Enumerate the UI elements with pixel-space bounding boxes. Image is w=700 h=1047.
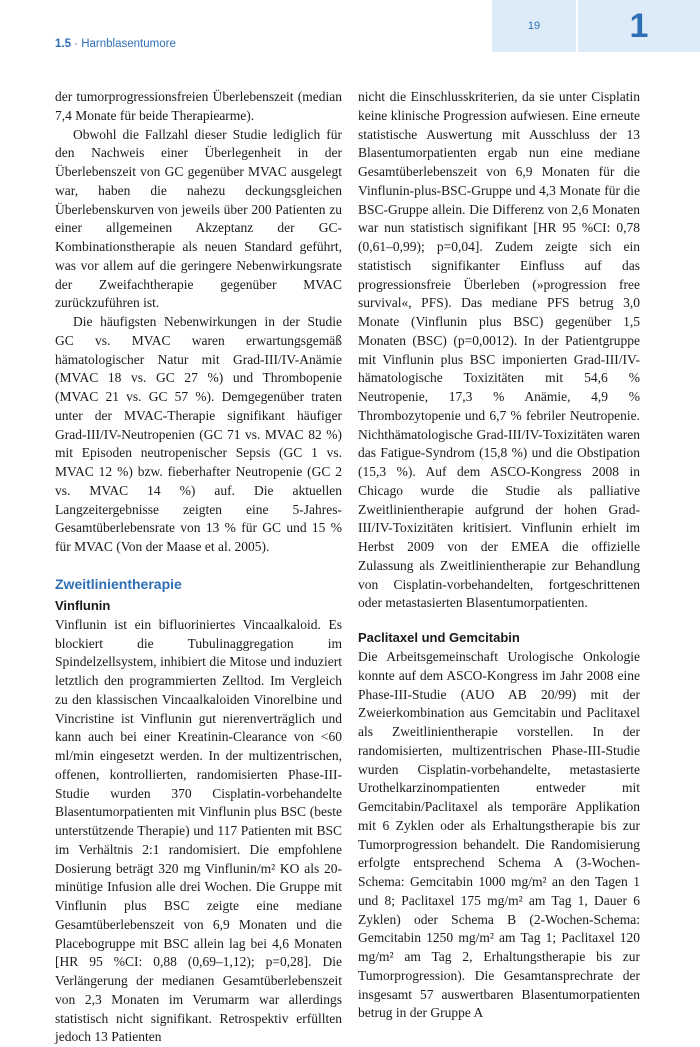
paragraph: nicht die Einschlusskriterien, da sie unter Cisplatin keine klinische Progression aufwiesen. Eine erneute statistische Auswertung mit Ausschluss der 13 Blasentumorpatienten ergab nun eine mediane Gesamtüberlebenszeit von 6,9 Monaten für die Vinflunin-plus-BSC-Gruppe und 4,3 Monate für die BSC-Gruppe allein. Die Differenz von 2,6 Monaten war nun statistisch signifikant [HR 95 %CI: 0,78 (0,61–0,99); p=0,04]. Zudem zeigte sich ein statistisch signifikanter Einfluss auf das progressionsfreie Überleben (»progression free survival«, PFS). Das mediane PFS betrug 3,0 Monate (Vinflunin plus BSC) gegenüber 1,5 Monaten (BSC) (p=0,0012). In der Patientgruppe mit Vinflunin plus BSC imponierten Grad-III/IV-hämatologische Toxizitäten mit 54,6 % Neutropenie, 17,3 % Anämie, 4,9 % Thrombozytopenie und 6,7 % febriler Neutropenie. Nichthämatologische Grad-III/IV-Toxizitäten waren das Fatigue-Syndrom (15,8 %) und die Obstipation (15,3 %). Auf dem ASCO-Kongress 2008 in Chicago wurde die Studie als palliative Zweitlinientherapie aufgrund der hohen Grad-III/IV-Toxizitäten kritisiert. Vinflunin erhielt im Herbst 2009 von der EMEA die offizielle Zulassung als Zweitlinientherapie zur Behandlung von Cisplatin-vorbehandelten, fortgeschrittenen oder metastasierten Blasentumorpatienten.: [358, 89, 640, 611]
chapter-number: 1: [578, 0, 700, 52]
running-header: [55, 38, 176, 50]
left-column: [55, 88, 342, 1047]
right-column: [358, 88, 640, 1023]
paragraph: Die häufigsten Nebenwirkungen in der Studie GC vs. MVAC waren erwartungsgemäß hämatologischer Natur mit Grad-III/IV-Anämie (MVAC 18 vs. GC 27 %) und Thrombopenie (MVAC 21 vs. GC 57 %). Demgegenüber traten unter der MVAC-Therapie signifikant häufiger Grad-III/IV-Neutropenien (GC 71 vs. MVAC 82 %) mit Episoden neutropenischer Sepsis (GC 1 vs. MVAC 12 %) bzw. fieberhafter Neutropenie (GC 2 vs. MVAC 14 %) auf. Die aktuellen Langzeitergebnisse zeigten eine 5-Jahres-Gesamtüberlebensrate von 13 % für GC und 15 % für MVAC (Von der Maase et al. 2005).: [55, 314, 342, 554]
paragraph: Vinflunin ist ein bifluoriniertes Vincaalkaloid. Es blockiert die Tubulinaggregation im Spindelzellsystem, inhibiert die Mitose und induziert letztlich den programmierten Zelltod. Im Vergleich zu den klassischen Vincaalkaloiden Vinorelbine und Vincristine ist Vinflunin gut nierenverträglich und kann auch bei einer Kreatinin-Clearance von <60 ml/min eingesetzt werden. In der multizentrischen, offenen, kontrollierten, randomisierten Phase-III-Studie wurden 370 Cisplatin-vorbehandelte Blasentumorpatienten mit Vinflunin plus BSC (beste unterstützende Therapie) und 117 Patienten mit BSC im Verhältnis 2:1 randomisiert. Die empfohlene Dosierung beträgt 320 mg Vinflunin/m² KO als 20-minütige Infusion alle drei Wochen. Die Gruppe mit Vinflunin plus BSC zeigte eine mediane Gesamtüberlebenszeit von 6,9 Monaten und die Placebogruppe mit BSC allein lag bei 4,6 Monaten [HR 95 %CI: 0,88 (0,69–1,12); p=0,28]. Die Verlängerung der medianen Gesamtüberlebenszeit von 2,3 Monaten im Verumarm war allerdings statistisch nicht signifikant. Retrospektiv erfüllten jedoch 13 Patienten: [55, 616, 342, 1045]
section-number: 1.5: [55, 38, 71, 50]
page-number: 19: [492, 0, 576, 52]
paragraph: Obwohl die Fallzahl dieser Studie lediglich für den Nachweis einer Überlegenheit in der Überlebenszeit von GC gegenüber MVAC ausgelegt war, haben die nahezu deckungsgleichen Überlebenskurven von jeweils über 200 Patienten zu einer allgemeinen Akzeptanz der GC-Kombinationstherapie als neuen Standard geführt, was vor allem auf die geringere Nebenwirkungsrate der Zweifachtherapie gegenüber MVAC zurückzuführen ist.: [55, 126, 342, 311]
paragraph: der tumorprogressionsfreien Überlebenszeit (median 7,4 Monate für beide Therapiearme).: [55, 89, 342, 123]
subsection-heading: Paclitaxel und Gemcitabin: [358, 630, 520, 645]
paragraph: Die Arbeitsgemeinschaft Urologische Onkologie konnte auf dem ASCO-Kongress im Jahr 2008 eine Phase-III-Studie (AUO AB 20/99) mit der Zweierkombination aus Gemcitabin und Paclitaxel als Zweitlinientherapie vorstellen. In der randomisierten, multizentrischen Phase-III-Studie wurden Cisplatin-vorbehandelte, metastasierte Urothelkarzinompatienten entweder mit Gemcitabin/Paclitaxel als temporäre Applikation mit 6 Zyklen oder als Erhaltungstherapie bis zur Tumorprogression behandelt. Die Randomisierung erfolgte entsprechend Schema A (3-Wochen-Schema: Gemcitabin 1000 mg/m² an den Tagen 1 und 8; Paclitaxel 175 mg/m² am Tag 1, Dauer 6 Zyklen) oder Schema B (2-Wochen-Schema: Gemcitabin 1250 mg/m² am Tag 1; Paclitaxel 120 mg/m² am Tag 2, Erhaltungstherapie bis zur Tumorprogression). Die Gesamtansprechrate der insgesamt 57 auswertbaren Blasentumorpatienten betrug in der Gruppe A: [358, 649, 640, 1021]
section-heading: Zweitlinientherapie: [55, 575, 182, 592]
section-title: Harnblasentumore: [81, 38, 176, 50]
subsection-heading: Vinflunin: [55, 597, 111, 613]
section-separator: ·: [71, 38, 82, 50]
